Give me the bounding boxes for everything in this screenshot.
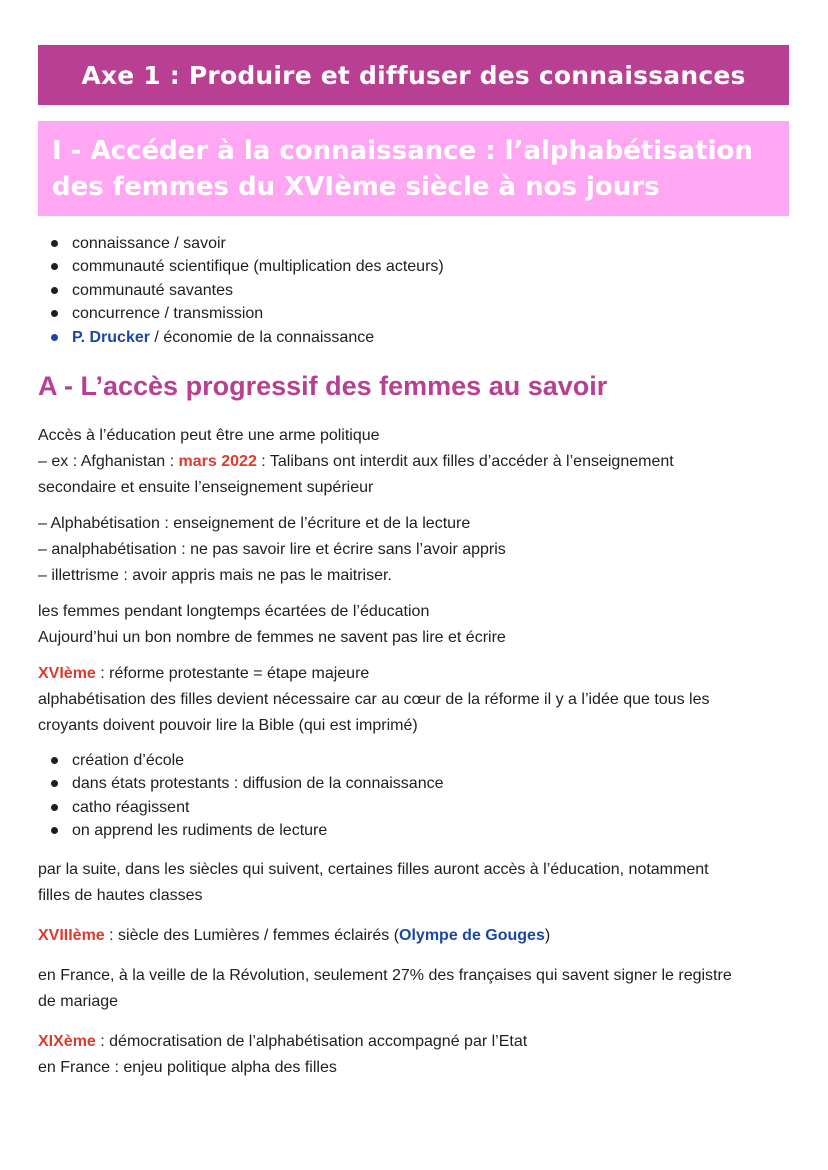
list-item: concurrence / transmission <box>38 302 798 325</box>
list-item: connaissance / savoir <box>38 232 798 255</box>
person-name: Olympe de Gouges <box>399 926 545 944</box>
paragraph-line: XVIIIème : siècle des Lumières / femmes éclairés (Olympe de Gouges) <box>38 926 551 944</box>
axis-title: Axe 1 : Produire et diffuser des connaissances <box>81 60 746 90</box>
bullet-icon <box>51 263 58 270</box>
paragraph-line: – ex : Afghanistan : mars 2022 : Talibans ont interdit aux filles d’accéder à l’enseignement <box>38 453 674 471</box>
paragraph-line: Accès à l’éducation peut être une arme politique <box>38 427 380 445</box>
list-item: communauté savantes <box>38 279 798 302</box>
bullet-icon <box>51 780 58 787</box>
definition-line: – Alphabétisation : enseignement de l’écriture et de la lecture <box>38 515 471 533</box>
paragraph-line: par la suite, dans les siècles qui suivent, certaines filles auront accès à l’éducation, notamment <box>38 860 709 878</box>
author-name: P. Drucker <box>72 328 150 346</box>
paragraph-line: Aujourd’hui un bon nombre de femmes ne savent pas lire et écrire <box>38 629 506 647</box>
paragraph-line: XIXème : démocratisation de l’alphabétisation accompagné par l’Etat <box>38 1032 528 1050</box>
bullet-icon <box>51 804 58 811</box>
list-item: catho réagissent <box>38 796 798 819</box>
bullet-icon <box>51 334 58 341</box>
paragraph-line: secondaire et ensuite l’enseignement supérieur <box>38 479 374 497</box>
section-title-box <box>38 121 789 216</box>
paragraph-line: croyants doivent pouvoir lire la Bible (qui est imprimé) <box>38 717 418 735</box>
century-label: XVIIIème <box>38 926 105 944</box>
definition-line: – analphabétisation : ne pas savoir lire et écrire sans l’avoir appris <box>38 541 506 559</box>
section-title-line-2: des femmes du XVIème siècle à nos jours <box>52 172 660 202</box>
paragraph-line: alphabétisation des filles devient nécessaire car au cœur de la réforme il y a l’idée que tous les <box>38 691 710 709</box>
keyword-list <box>38 232 798 349</box>
paragraph-line: de mariage <box>38 992 119 1010</box>
document-body <box>38 232 798 1081</box>
list-item: communauté scientifique (multiplication des acteurs) <box>38 255 798 278</box>
date-highlight: mars 2022 <box>178 453 257 471</box>
list-item: dans états protestants : diffusion de la connaissance <box>38 772 798 795</box>
paragraph-line: en France, à la veille de la Révolution, seulement 27% des françaises qui savent signer le registre <box>38 966 732 984</box>
century-label: XVIème <box>38 665 96 683</box>
xvi-list <box>38 749 798 843</box>
list-item: création d’école <box>38 749 798 772</box>
axis-title-banner <box>38 45 789 105</box>
bullet-icon <box>51 757 58 764</box>
subsection-title: A - L’accès progressif des femmes au savoir <box>38 371 608 402</box>
bullet-icon <box>51 287 58 294</box>
paragraph-line: les femmes pendant longtemps écartées de l’éducation <box>38 603 430 621</box>
bullet-icon <box>51 827 58 834</box>
section-title-line-1: I - Accéder à la connaissance : l’alphabétisation <box>52 136 753 166</box>
bullet-icon <box>51 240 58 247</box>
paragraph-line: filles de hautes classes <box>38 886 203 904</box>
bullet-icon <box>51 310 58 317</box>
list-item: on apprend les rudiments de lecture <box>38 819 798 842</box>
paragraph-line: XVIème : réforme protestante = étape majeure <box>38 665 370 683</box>
century-label: XIXème <box>38 1032 96 1050</box>
definition-line: – illettrisme : avoir appris mais ne pas le maitriser. <box>38 567 392 585</box>
paragraph-line: en France : enjeu politique alpha des filles <box>38 1058 337 1076</box>
list-item-drucker: P. Drucker / économie de la connaissance <box>38 326 798 349</box>
